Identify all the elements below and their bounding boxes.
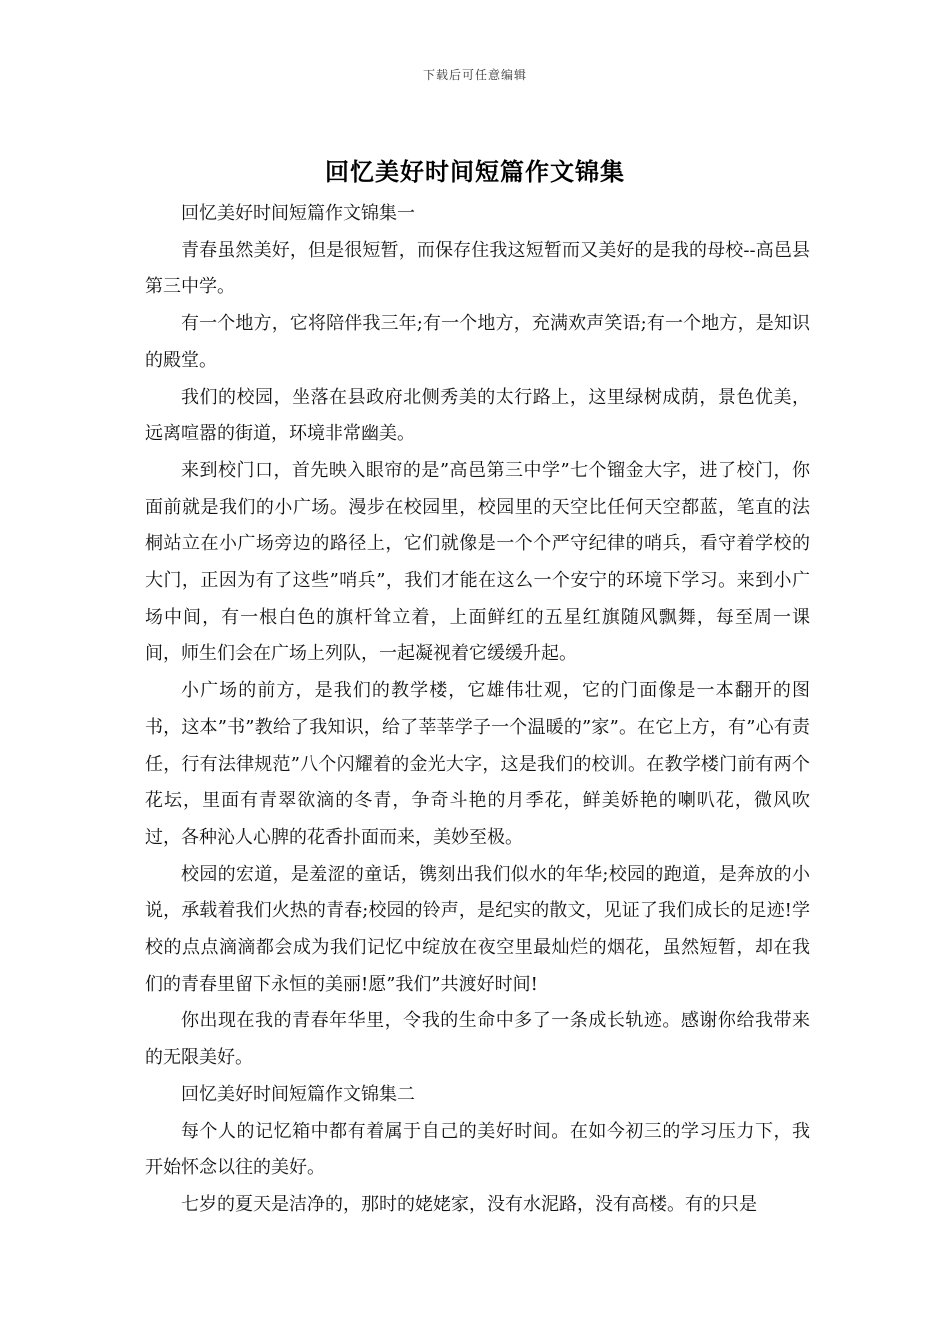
document-title: 回忆美好时间短篇作文锦集 [325, 157, 625, 186]
paragraph: 小广场的前方，是我们的教学楼，它雄伟壮观，它的门面像是一本翻开的图书，这本”书”教给了我知识，给了莘莘学子一个温暖的”家”。在它上方，有”心有责任，行有法律规范”八个闪耀着的金光大字，这是我们的校训。在教学楼门前有两个花坛，里面有青翠欲滴的冬青，争奇斗艳的月季花，鲜美娇艳的喇叭花，微风吹过，各种沁人心脾的花香扑面而来，美妙至极。 [145, 680, 810, 848]
header-note: 下载后可任意编辑 [422, 68, 527, 82]
section-heading-1: 回忆美好时间短篇作文锦集一 [181, 203, 415, 224]
document-body [145, 196, 810, 1224]
paragraph: 来到校门口，首先映入眼帘的是”高邑第三中学”七个镏金大字，进了校门，你面前就是我们的小广场。漫步在校园里，校园里的天空比任何天空都蓝，笔直的法桐站立在小广场旁边的路径上，它们就像是一个个严守纪律的哨兵，看守着学校的大门，正因为有了这些”哨兵”，我们才能在这么一个安宁的环境下学习。来到小广场中间，有一根白色的旗杆耸立着，上面鲜红的五星红旗随风飘舞，每至周一课间，师生们会在广场上列队，一起凝视着它缓缓升起。 [145, 459, 810, 665]
paragraph: 每个人的记忆箱中都有着属于自己的美好时间。在如今初三的学习压力下，我开始怀念以往的美好。 [145, 1120, 810, 1179]
paragraph: 你出现在我的青春年华里，令我的生命中多了一条成长轨迹。感谢你给我带来的无限美好。 [145, 1010, 810, 1069]
paragraph: 校园的宏道，是羞涩的童话，镌刻出我们似水的年华;校园的跑道，是奔放的小说，承载着我们火热的青春;校园的铃声，是纪实的散文，见证了我们成长的足迹!学校的点点滴滴都会成为我们记忆中绽放在夜空里最灿烂的烟花，虽然短暂，却在我们的青春里留下永恒的美丽!愿”我们”共渡好时间! [145, 863, 810, 995]
paragraph: 青春虽然美好，但是很短暂，而保存住我这短暂而又美好的是我的母校--高邑县第三中学。 [145, 239, 810, 298]
paragraph: 有一个地方，它将陪伴我三年;有一个地方，充满欢声笑语;有一个地方，是知识的殿堂。 [145, 313, 810, 371]
section-heading-2: 回忆美好时间短篇作文锦集二 [181, 1083, 415, 1105]
paragraph: 七岁的夏天是洁净的，那时的姥姥家，没有水泥路，没有高楼。有的只是 [181, 1193, 757, 1215]
paragraph: 我们的校园，坐落在县政府北侧秀美的太行路上，这里绿树成荫，景色优美，远离喧嚣的街道，环境非常幽美。 [145, 386, 810, 445]
